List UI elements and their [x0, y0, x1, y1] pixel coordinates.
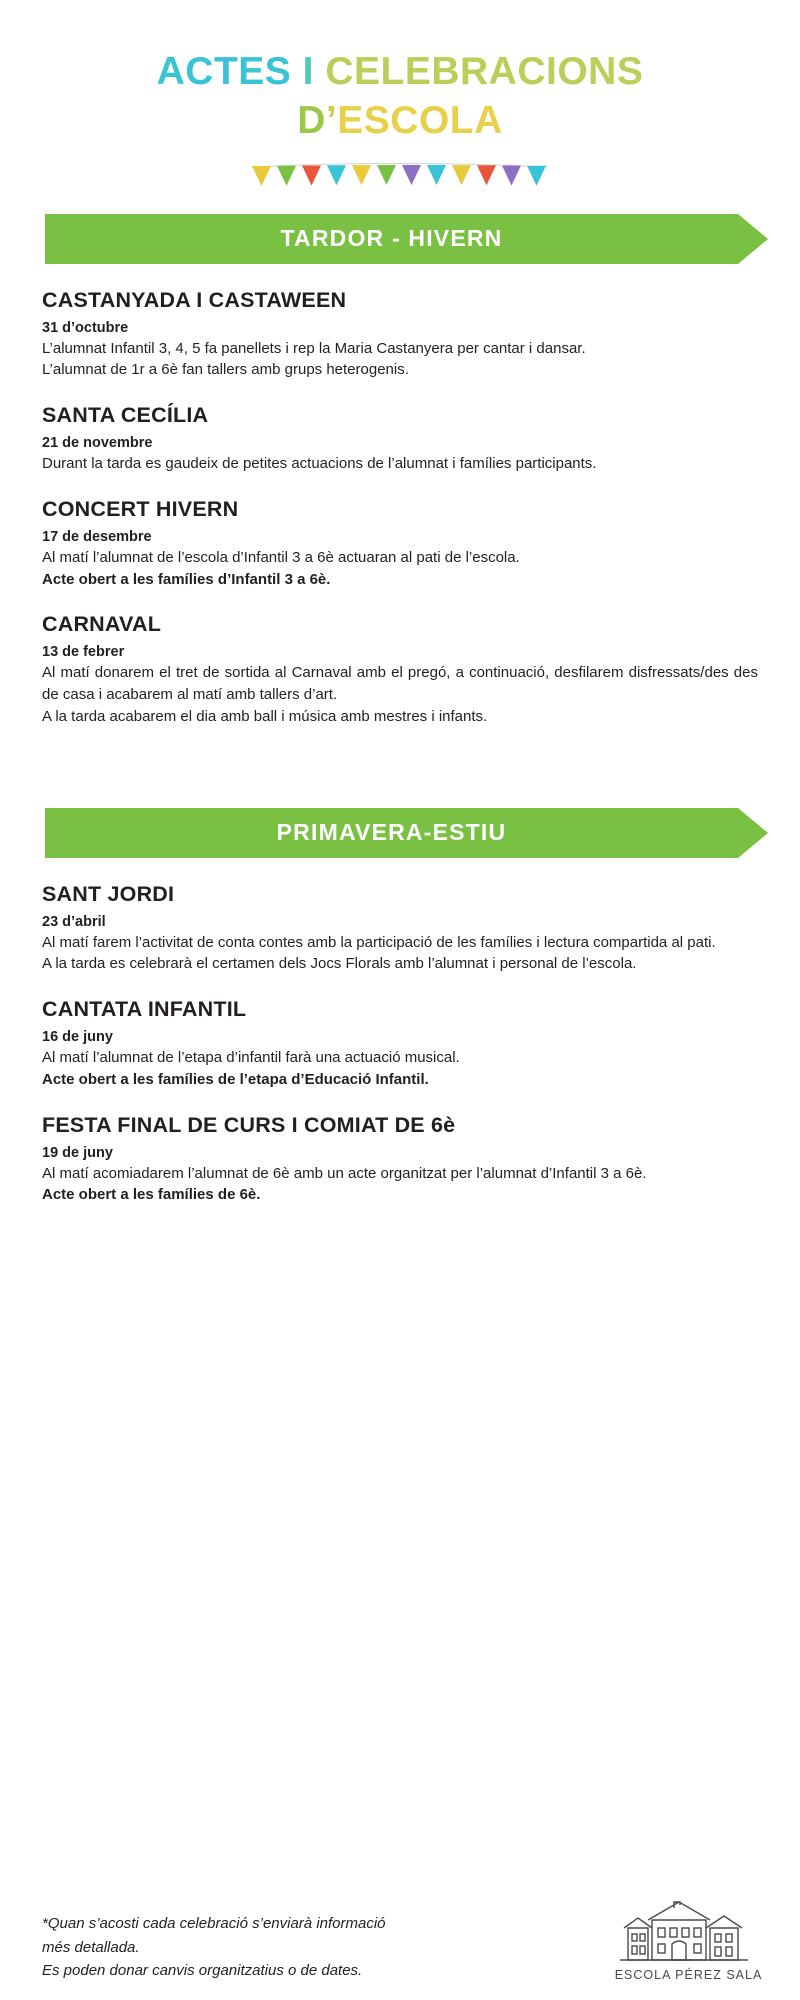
poster-title: [0, 0, 800, 146]
school-logo: [601, 1898, 776, 1982]
event-title: CANTATA INFANTIL: [42, 997, 247, 1021]
bunting-decoration: [250, 162, 550, 196]
event-date: 21 de novembre: [42, 435, 153, 451]
event-date: 23 d’abril: [42, 913, 106, 930]
school-building-icon: [614, 1898, 764, 1964]
event-item: [42, 403, 758, 475]
event-item: [42, 882, 758, 976]
section-content: [0, 288, 800, 728]
event-date: 31 d’octubre: [42, 319, 129, 336]
event-title: FESTA FINAL DE CURS I COMIAT DE 6è: [42, 1112, 456, 1137]
event-title: CONCERT HIVERN: [42, 496, 239, 521]
section-content: [0, 882, 800, 1207]
event-paragraph: L’alumnat de 1r a 6è fan tallers amb grups heterogenis.: [42, 361, 409, 379]
footer-note-line-2: més detallada.: [42, 1938, 140, 1956]
footer-note-line-3: Es poden donar canvis organitzatius o de dates.: [42, 1961, 363, 1979]
event-item: [42, 288, 758, 382]
event-paragraph: A la tarda es celebrarà el certamen dels Jocs Florals amb l’alumnat i personal de l’escola.: [42, 955, 637, 973]
footer-note-line-1: *Quan s’acosti cada celebració s’enviarà informació: [42, 1915, 386, 1933]
event-date: 13 de febrer: [42, 644, 125, 661]
title-segment: ESCOLA: [337, 98, 503, 142]
event-paragraph: Acte obert a les famílies de 6è.: [42, 1186, 261, 1204]
sections-container: [0, 214, 800, 1207]
section-banner: [0, 808, 800, 858]
section-banner-shape: [45, 808, 738, 858]
event-item: [42, 612, 758, 727]
event-paragraph: Acte obert a les famílies d’Infantil 3 a 6è.: [42, 570, 331, 588]
section-banner: [0, 214, 800, 264]
event-date: 16 de juny: [42, 1029, 113, 1045]
footer-note: [42, 1912, 386, 1982]
event-item: [42, 497, 758, 591]
event-item: [42, 1113, 758, 1207]
section-banner-label: TARDOR - HIVERN: [280, 225, 503, 251]
title-line-1: [0, 48, 800, 97]
poster-footer: [42, 1898, 776, 1982]
event-date: 19 de juny: [42, 1144, 113, 1161]
event-title: CASTANYADA I CASTAWEEN: [42, 287, 347, 312]
title-line-2: [0, 97, 800, 146]
event-title: SANTA CECÍLIA: [42, 403, 209, 427]
event-paragraph: Al matí donarem el tret de sortida al Carnaval amb el pregó, a continuació, desfilarem disfressats/des des de casa i acabarem al matí amb tallers d’art.: [42, 664, 758, 703]
event-title: CARNAVAL: [42, 612, 162, 637]
event-paragraph: Al matí l’alumnat de l’etapa d’infantil farà una actuació musical.: [42, 1049, 460, 1066]
event-item: [42, 997, 758, 1091]
event-paragraph: L’alumnat Infantil 3, 4, 5 fa panellets i rep la Maria Castanyera per cantar i dansar.: [42, 339, 586, 357]
title-segment: D: [297, 98, 326, 142]
title-segment: CELEBRACIONS: [325, 50, 644, 93]
event-paragraph: Al matí farem l’activitat de conta contes amb la participació de les famílies i lectura compartida al pati.: [42, 933, 716, 951]
event-date: 17 de desembre: [42, 528, 152, 545]
section-banner-label: PRIMAVERA-ESTIU: [276, 819, 507, 845]
section-spacer: [0, 728, 800, 790]
title-segment: ACTES: [156, 50, 303, 93]
title-segment: ’: [325, 98, 338, 142]
event-paragraph: Al matí acomiadarem l’alumnat de 6è amb un acte organitzat per l’alumnat d’Infantil 3 a 6è.: [42, 1164, 647, 1182]
event-paragraph: Al matí l’alumnat de l’escola d’Infantil 3 a 6è actuaran al pati de l’escola.: [42, 548, 520, 566]
event-paragraph: A la tarda acabarem el dia amb ball i música amb mestres i infants.: [42, 707, 488, 725]
event-paragraph: Acte obert a les famílies de l’etapa d’Educació Infantil.: [42, 1070, 429, 1088]
section-banner-shape: [45, 214, 738, 264]
event-paragraph: Durant la tarda es gaudeix de petites actuacions de l’alumnat i famílies participants.: [42, 455, 597, 472]
school-logo-label: ESCOLA PÉREZ SALA: [614, 1968, 763, 1982]
event-title: SANT JORDI: [42, 881, 175, 906]
title-segment: I: [302, 50, 326, 93]
